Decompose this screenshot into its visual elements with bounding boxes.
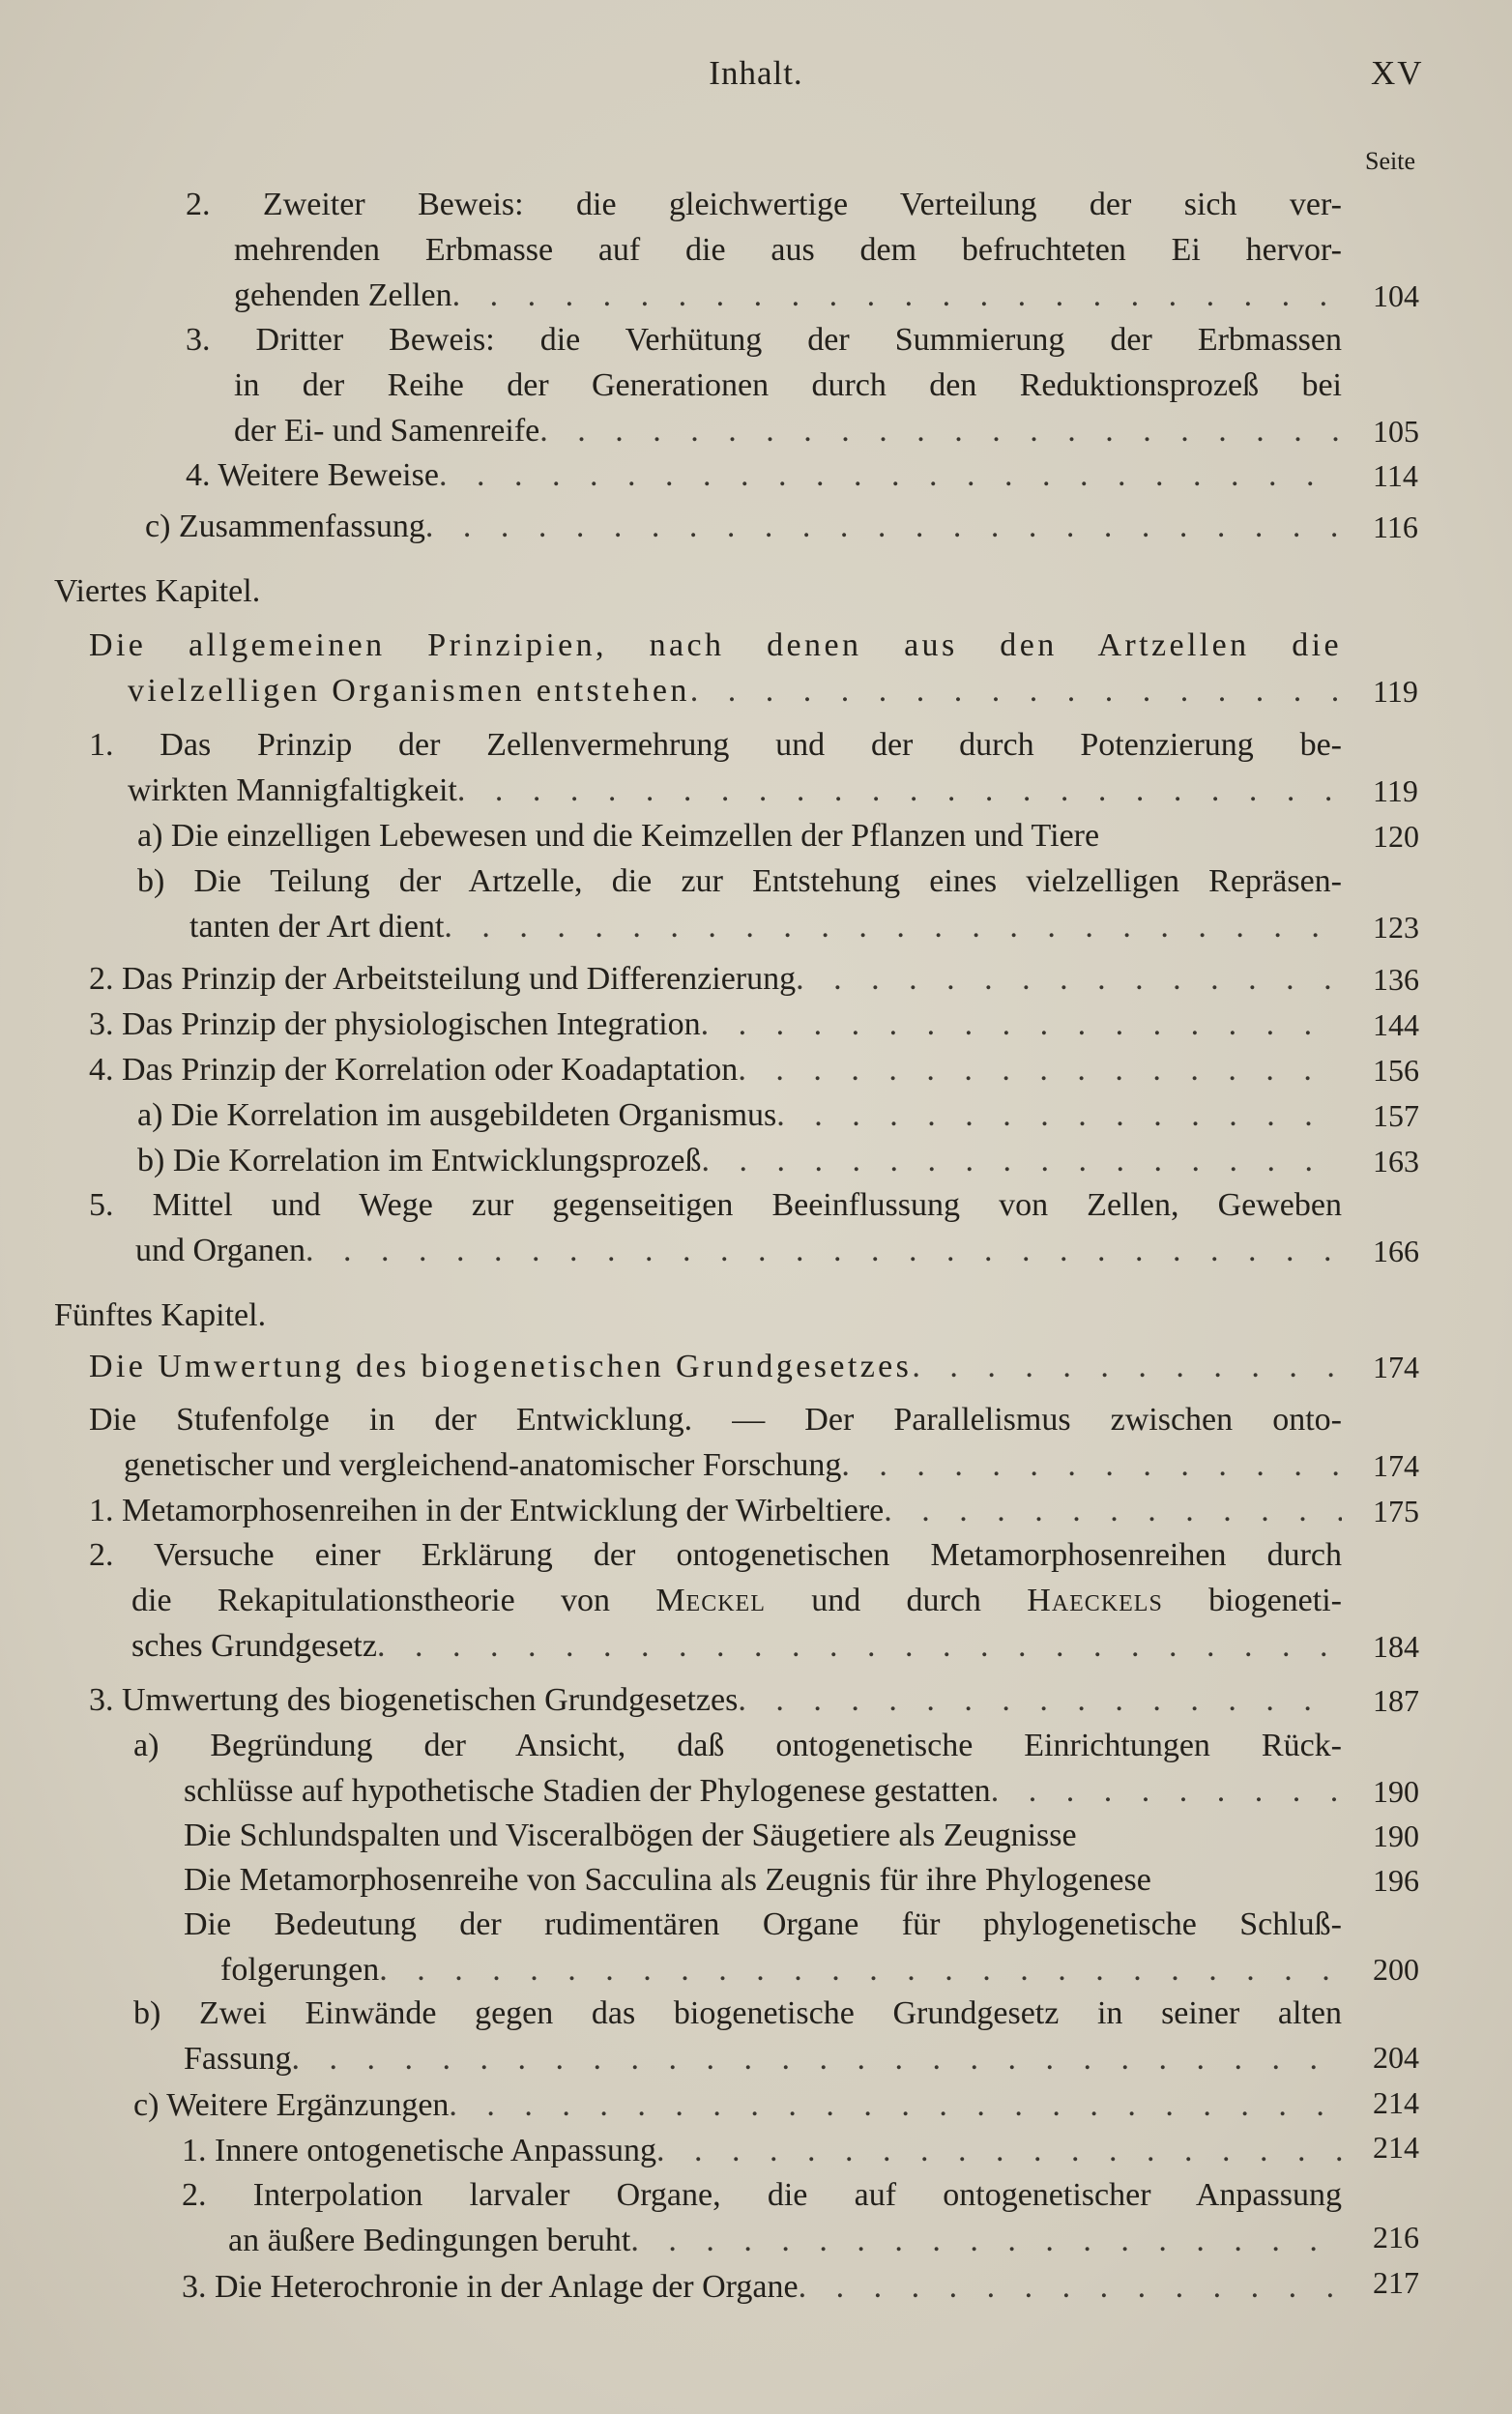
toc-entry-text: Die Metamorphosenreihe von Sacculina als Zeugnis für ihre Phylogenese: [184, 1862, 1151, 1898]
toc-entry-text: 2. Zweiter Beweis: die gleichwertige Verteilung der sich ver-: [186, 187, 1342, 222]
toc-entry-text: die Rekapitulationstheorie von: [131, 1583, 656, 1618]
dot-leader: [377, 1624, 1342, 1669]
toc-entry-last-line: [89, 1489, 1342, 1533]
dot-leader: [799, 2265, 1342, 2310]
toc-entry-text: b) Zwei Einwände gegen das biogenetische Grundgesetz in seiner alten: [133, 1995, 1342, 2031]
toc-page-number: 156: [1373, 1053, 1419, 1088]
toc-page-number: 105: [1373, 414, 1419, 449]
page-number: XV: [1371, 54, 1424, 92]
toc-page-number: 190: [1373, 1818, 1419, 1853]
running-header-title: Inhalt.: [709, 54, 803, 92]
dot-leader: [452, 274, 1342, 318]
toc-entry-text: 3. Das Prinzip der physiologischen Integration: [89, 1006, 701, 1042]
toc-entry-last-line: [128, 669, 1342, 713]
author-name: Haeckels: [1027, 1583, 1163, 1618]
toc-entry-text: 4. Weitere Beweise: [186, 457, 439, 493]
dot-leader: [425, 505, 1342, 549]
toc-entry-text: Die Stufenfolge in der Entwicklung. — Der Parallelismus zwischen onto-: [89, 1402, 1342, 1438]
dot-leader: [738, 1048, 1342, 1092]
toc-entry-text: schlüsse auf hypothetische Stadien der Phylogenese gestatten: [184, 1773, 991, 1809]
toc-page-number: 119: [1373, 674, 1418, 709]
toc-entry-last-line: [234, 274, 1342, 318]
toc-entry-last-line: [89, 1678, 1342, 1723]
toc-entry-text: Die Umwertung des biogenetischen Grundgesetzes: [89, 1349, 913, 1384]
author-name: Meckel: [655, 1583, 766, 1618]
toc-page-number: 184: [1373, 1629, 1419, 1664]
toc-entry-text: b) Die Teilung der Artzelle, die zur Entstehung eines vielzelligen Repräsen-: [137, 863, 1342, 899]
dot-leader: [656, 2129, 1342, 2173]
toc-entry-last-line: [137, 1139, 1342, 1183]
dot-leader: [457, 769, 1342, 813]
toc-entry-text: mehrenden Erbmasse auf die aus dem befruchteten Ei hervor-: [234, 232, 1342, 268]
toc-page-number: 144: [1373, 1007, 1419, 1042]
dot-leader: [841, 1443, 1342, 1488]
dot-leader: [702, 1139, 1342, 1183]
toc-page-number: 187: [1373, 1683, 1419, 1718]
toc-page-number: 190: [1373, 1774, 1419, 1809]
toc-page-number: 214: [1373, 2130, 1419, 2165]
toc-entry-last-line: [124, 1443, 1342, 1488]
chapter-heading: Fünftes Kapitel.: [54, 1297, 267, 1333]
toc-entry-text: a) Die Korrelation im ausgebildeten Organismus: [137, 1097, 777, 1133]
toc-entry-last-line: [128, 769, 1342, 813]
dot-leader: [776, 1093, 1342, 1138]
dot-leader: [884, 1489, 1342, 1533]
toc-page-number: 216: [1373, 2220, 1419, 2254]
toc-entry-text: a) Die einzelligen Lebewesen und die Keimzellen der Pflanzen und Tiere: [137, 818, 1100, 854]
toc-entry-last-line: [189, 905, 1342, 949]
toc-entry-last-line: [133, 2083, 1342, 2128]
toc-entry-text: tanten der Art dient: [189, 909, 445, 945]
toc-entry-text: 3. Dritter Beweis: die Verhütung der Summierung der Erbmassen: [186, 322, 1342, 358]
dot-leader: [539, 409, 1342, 453]
toc-entry-text: a) Begründung der Ansicht, daß ontogenetische Einrichtungen Rück-: [133, 1728, 1342, 1763]
toc-page-number: 123: [1373, 910, 1419, 945]
toc-page-number: 174: [1373, 1448, 1419, 1483]
toc-entry-text: Die Schlundspalten und Visceralbögen der Säugetiere als Zeugnisse: [184, 1818, 1077, 1853]
toc-page-number: 217: [1373, 2265, 1419, 2300]
toc-entry-last-line: [228, 2219, 1342, 2263]
toc-entry-text: an äußere Bedingungen beruht: [228, 2223, 631, 2258]
toc-page-number: 163: [1373, 1144, 1419, 1178]
toc-entry-text: 5. Mittel und Wege zur gegenseitigen Beeinflussung von Zellen, Geweben: [89, 1187, 1342, 1223]
toc-entry-text: genetischer und vergleichend-anatomischer Forschung: [124, 1447, 842, 1483]
toc-page-number: 157: [1373, 1098, 1419, 1133]
toc-entry-text: und Organen: [135, 1233, 305, 1268]
toc-entry-text: b) Die Korrelation im Entwicklungsprozeß: [137, 1143, 702, 1178]
toc-entry-last-line: [234, 409, 1342, 453]
toc-page-number: 204: [1373, 2040, 1419, 2075]
toc-page-number: 136: [1373, 962, 1419, 997]
toc-page-number: 114: [1373, 458, 1418, 493]
toc-page-number: 175: [1373, 1494, 1419, 1528]
toc-entry-text: 1. Metamorphosenreihen in der Entwicklung der Wirbeltiere: [89, 1493, 885, 1528]
dot-leader: [444, 905, 1342, 949]
toc-entry-last-line: [137, 1093, 1342, 1138]
toc-entry-text: 3. Die Heterochronie in der Anlage der Organe: [182, 2269, 799, 2305]
dot-leader: [449, 2083, 1342, 2128]
toc-entry-last-line: [89, 1003, 1342, 1047]
toc-page-number: 214: [1373, 2085, 1419, 2120]
toc-page-number: 116: [1373, 509, 1418, 544]
toc-entry-text: 2. Interpolation larvaler Organe, die auf ontogenetischer Anpassung: [182, 2177, 1342, 2213]
toc-entry-text: 1. Das Prinzip der Zellenvermehrung und der durch Potenzierung be-: [89, 727, 1342, 763]
toc-page-number: 119: [1373, 773, 1418, 808]
toc-entry-last-line: [135, 1229, 1342, 1273]
dot-leader: [630, 2219, 1342, 2263]
toc-entry-text: der Ei- und Samenreife: [234, 413, 540, 449]
toc-entry-text: gehenden Zellen: [234, 277, 452, 313]
dot-leader: [291, 2037, 1342, 2081]
toc-page-number: 120: [1373, 819, 1419, 854]
toc-entry-text: vielzelligen Organismen entstehen: [128, 673, 690, 709]
toc-entry-text: wirkten Mannigfaltigkeit: [128, 772, 457, 808]
toc-page-number: 166: [1373, 1234, 1419, 1268]
toc-entry-text: biogeneti-: [1162, 1583, 1342, 1618]
toc-page-number: 174: [1373, 1350, 1419, 1384]
toc-entry-text: 1. Innere ontogenetische Anpassung: [182, 2133, 656, 2168]
toc-entry-last-line: [89, 957, 1342, 1002]
chapter-heading: Viertes Kapitel.: [54, 573, 261, 609]
toc-entry-text: Die Bedeutung der rudimentären Organe für phylogenetische Schluß-: [184, 1906, 1342, 1942]
toc-page-number: 104: [1373, 278, 1419, 313]
toc-entry-text: Die allgemeinen Prinzipien, nach denen aus den Artzellen die: [89, 627, 1342, 663]
toc-entry-last-line: [184, 2037, 1342, 2081]
dot-leader: [690, 669, 1342, 713]
dot-leader: [701, 1003, 1342, 1047]
dot-leader: [991, 1769, 1342, 1814]
toc-entry-last-line: [184, 1769, 1342, 1814]
toc-entry-text: Fassung: [184, 2041, 292, 2077]
dot-leader: [379, 1948, 1342, 1992]
dot-leader: [912, 1345, 1342, 1389]
toc-entry-text: und durch: [765, 1583, 1028, 1618]
toc-entry-text: 4. Das Prinzip der Korrelation oder Koadaptation: [89, 1052, 739, 1088]
toc-entry-text: folgerungen: [220, 1952, 380, 1988]
toc-entry-last-line: [220, 1948, 1342, 1992]
page-column-label: Seite: [1365, 147, 1415, 175]
toc-entry-text: 2. Versuche einer Erklärung der ontogenetischen Metamorphosenreihen durch: [89, 1537, 1342, 1573]
toc-entry-last-line: [182, 2129, 1342, 2173]
dot-leader: [738, 1678, 1342, 1723]
dot-leader: [796, 957, 1342, 1002]
toc-entry-last-line: [131, 1624, 1342, 1669]
toc-entry-text: c) Weitere Ergänzungen: [133, 2087, 450, 2123]
toc-page-number: 196: [1373, 1863, 1419, 1898]
dot-leader: [439, 453, 1342, 498]
toc-entry-last-line: [182, 2265, 1342, 2310]
toc-entry-text-mixed: [131, 1579, 1342, 1623]
toc-entry-last-line: [89, 1048, 1342, 1092]
toc-entry-last-line: [89, 1345, 1342, 1389]
toc-entry-text: in der Reihe der Generationen durch den Reduktionsprozeß bei: [234, 367, 1342, 403]
toc-entry-text: 3. Umwertung des biogenetischen Grundgesetzes: [89, 1682, 739, 1718]
dot-leader: [305, 1229, 1342, 1273]
toc-entry-last-line: [186, 453, 1342, 498]
toc-entry-text: sches Grundgesetz: [131, 1628, 377, 1664]
toc-entry-text: 2. Das Prinzip der Arbeitsteilung und Differenzierung: [89, 961, 797, 997]
toc-entry-last-line: [145, 505, 1342, 549]
toc-entry-text: c) Zusammenfassung: [145, 509, 425, 544]
toc-page-number: 200: [1373, 1952, 1419, 1987]
